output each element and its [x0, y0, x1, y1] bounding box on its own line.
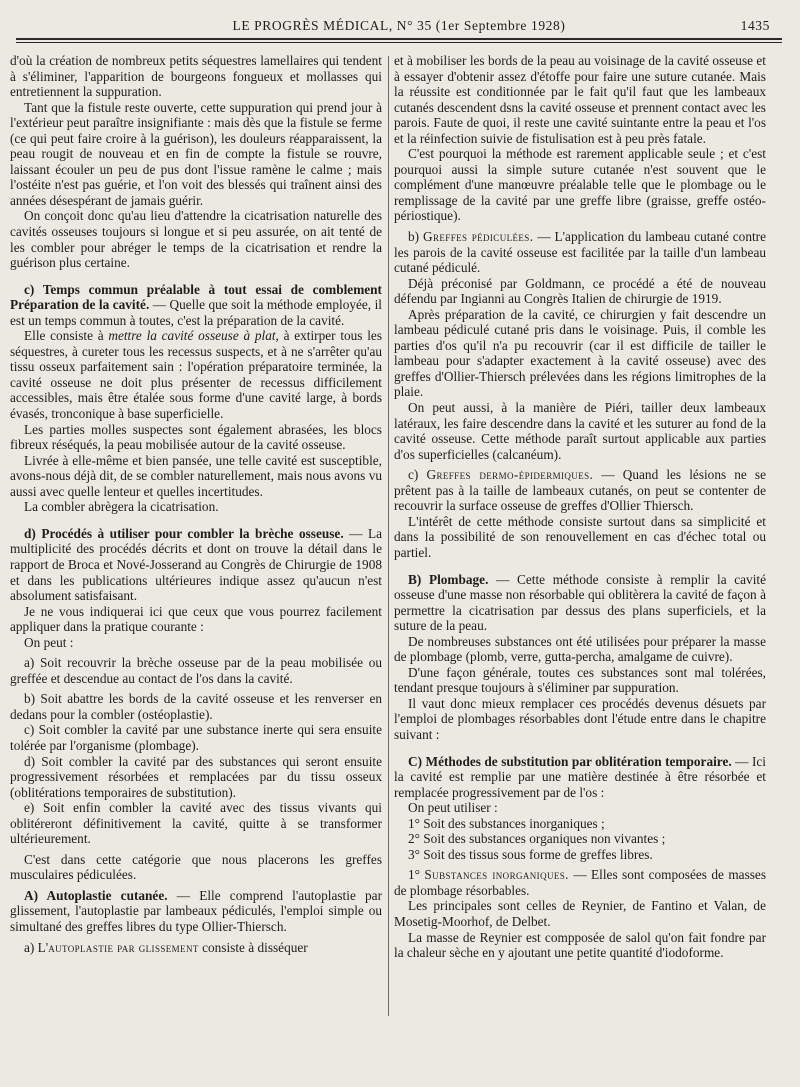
- paragraph: L'intérêt de cette méthode consiste surtout dans sa simplicité et dans la possibilité de son renouvellement en cas d'échec total ou partiel.: [394, 513, 766, 560]
- section-c2-heading: Greffes dermo-épidermiques.: [426, 467, 594, 483]
- list-item: d) Soit combler la cavité par des substances qui seront ensuite progressivement résorbées et remplacées par du tissu osseux (oblitérations temporaires de substitution).: [10, 753, 382, 800]
- section-C-heading: C) Méthodes de substitution par oblitération temporaire.: [408, 753, 732, 769]
- section-a-heading: autoplastie par glissement: [48, 939, 199, 955]
- running-title: LE PROGRÈS MÉDICAL, N° 35 (1er Septembre 1928): [232, 18, 566, 33]
- paragraph: La masse de Reynier est compposée de salol qu'on fait fondre par la chaleur sèche en y ajoutant une petite quantité d'iodoforme.: [394, 929, 766, 961]
- section-B-paragraph: B) Plombage. — Cette méthode consiste à remplir la cavité osseuse d'une masse non résorbable qui oblitèrera la cavité de façon à permettre la cicatrisation par dessus des plans superficiels, et la suture de la peau.: [394, 571, 766, 634]
- section-A-heading: A) Autoplastie cutanée.: [24, 887, 168, 903]
- paragraph: Il vaut donc mieux remplacer ces procédés devenus désuets par l'emploi de plombages résorbables dont l'étude entre dans le chapitre suivant :: [394, 695, 766, 742]
- running-header: [16, 18, 782, 38]
- paragraph: Tant que la fistule reste ouverte, cette suppuration qui prend jour à l'extérieur peut paraître insignifiante : mais dès que la fistule se ferme (ce qui peut faire croire à la guérison), les douleurs réapparaissent, la peau rougit de nouveau et en fin de compte la fistule se rouvre, laissant écouler un peu de pus dont l'issue ramène le calme ; mais l'ostéite n'est pas guérie, et l'on voit des blessés qui traînent ainsi des années désespérant de jamais guérir.: [10, 99, 382, 208]
- list-item: 3° Soit des tissus sous forme de greffes libres.: [408, 846, 653, 862]
- paragraph: On peut utiliser :: [408, 800, 498, 816]
- section-B-heading: B) Plombage.: [408, 571, 489, 587]
- paragraph: On peut :: [24, 634, 74, 650]
- section-c2-paragraph: c) Greffes dermo-épidermiques. — Quand les lésions ne se prêtent pas à la taille de lambeaux cutanés, on peut se contenter de recouvrir la surface osseuse de greffes d'Ollier Thiersch.: [394, 467, 766, 514]
- section-b-heading: Greffes pédiculées.: [422, 229, 534, 245]
- list-item: b) Soit abattre les bords de la cavité osseuse et les renverser en dedans pour la combler (ostéoplastie).: [10, 691, 382, 722]
- paragraph: Elle consiste à mettre la cavité osseuse à plat, à extirper tous les séquestres, à cureter tous les recessus suspects, et à ne s'arrêter qu'au tissu osseux parfaitement sain : l'opération préparatoire terminée, la cavité osseuse ne doit plus présenter de recessus difficilement accessibles, mais être étalée sous forme d'une cavité large, à bords évasés, tronconique à base superficielle.: [10, 328, 382, 422]
- header-rule-thick: [16, 38, 782, 40]
- paragraph: La combler abrègera la cicatrisation.: [24, 499, 219, 515]
- section-a-paragraph: a) L'autoplastie par glissement consiste à disséquer: [24, 939, 308, 955]
- page-number: 1435: [740, 18, 770, 33]
- paragraph: C'est pourquoi la méthode est rarement applicable seule ; et c'est pourquoi aussi la simple suture cutanée n'est souvent que le complément d'une manœuvre préalable telle que le plombage ou le remplissage de la cavité par une greffe libre (graisse, greffe ostéo-périostique).: [394, 146, 766, 224]
- paragraph: De nombreuses substances ont été utilisées pour préparer la masse de plombage (plomb, verre, gutta-percha, amalgame de cuivre).: [394, 633, 766, 665]
- section-b-paragraph: b) Greffes pédiculées. — L'application du lambeau cutané contre les parois de la cavité osseuse est facilitée par la taille d'un lambeau cutané pédiculé.: [394, 229, 766, 276]
- header-rule-thin: [16, 42, 782, 43]
- paragraph: Les parties molles suspectes sont également abrasées, les blocs fibreux réséqués, la peau mobilisée autour de la cavité osseuse.: [10, 421, 382, 453]
- section-c-subheading: Préparation de la cavité.: [10, 297, 150, 313]
- paragraph: Je ne vous indiquerai ici que ceux que vous pourrez facilement appliquer dans la pratique courante :: [10, 603, 382, 635]
- section-c-heading: c) Temps commun préalable à tout essai de comblement: [24, 281, 382, 297]
- paragraph: et à mobiliser les bords de la peau au voisinage de la cavité osseuse et à essayer d'obtenir assez d'étoffe pour faire une suture cutanée. Mais la réussite est conditionnée par le fait qu'il faut que les lambeaux cutanés descendent dsns la cavité osseuse et prennent contact avec les parois. Faute de quoi, il reste une cavité suintante entre la peau et l'os et la réinfection suivie de fistulisation est à peu près fatale.: [394, 53, 766, 146]
- section-d-text: — La multiplicité des procédés décrits et dont on trouve la détail dans le rapport de Broca et Nové-Josserand au Congrès de Chirurgie de 1908 et dans les publications ultérieures indique assez qu'aucun n'est absolument satisfaisant.: [10, 525, 382, 604]
- section-1-heading: Substances inorganiques.: [424, 867, 569, 883]
- paragraph: Déjà préconisé par Goldmann, ce procédé a été de nouveau défendu par Ingianni au Congrès Italien de chirurgie de 1919.: [394, 275, 766, 307]
- section-A-paragraph: A) Autoplastie cutanée. — Elle comprend l'autoplastie par glissement, l'autoplastie par lambeaux pédiculés, l'emploi simple ou simultané des greffes libres du type Ollier-Thiersch.: [10, 887, 382, 934]
- paragraph: d'où la création de nombreux petits séquestres lamellaires qui tendent à s'éliminer, l'apparition de bourgeons fongueux et mollasses qui entretiennent la suppuration.: [10, 53, 382, 100]
- section-c-paragraph: [10, 282, 382, 329]
- section-1-paragraph: 1° Substances inorganiques. — Elles sont composées de masses de plombage résorbables.: [394, 867, 766, 898]
- paragraph: On peut aussi, à la manière de Piéri, tailler deux lambeaux latéraux, les faire descendre dans la cavité et les suturer au fond de la cavité osseuse. Cette méthode paraît surtout applicable aux parties d'os superficielles (calcanéum).: [394, 400, 766, 462]
- list-item: c) Soit combler la cavité par une substance inerte qui sera ensuite tolérée par l'organisme (plombage).: [10, 722, 382, 753]
- emphasis: mettre la cavité osseuse à plat,: [108, 328, 279, 344]
- section-C-paragraph: C) Méthodes de substitution par oblitération temporaire. — Ici la cavité est remplie par une matière destinée à être résorbée et remplacée progressivement par de l'os :: [394, 753, 766, 800]
- paragraph: D'une façon générale, toutes ces substances sont mal tolérées, tendant presque toujours à s'éliminer par suppuration.: [394, 664, 766, 696]
- list-item: 1° Soit des substances inorganiques ;: [408, 815, 605, 831]
- paragraph: Les principales sont celles de Reynier, de Fantino et Valan, de Mosetig-Moorhof, de Delbet.: [394, 898, 766, 929]
- section-d-paragraph: [10, 526, 382, 604]
- column-divider: [388, 56, 389, 1016]
- list-item: a) Soit recouvrir la brèche osseuse par de la peau mobilisée ou greffée et descendue au contact de l'os dans la cavité.: [10, 655, 382, 686]
- left-column: [10, 53, 382, 1073]
- paragraph: Après préparation de la cavité, ce chirurgien y fait descendre un lambeau pédiculé cutané pris dans le voisinage. Puis, il comble les parties d'os qu'il n'a pu recouvrir (car il est difficile de tailler le lambeau pour s'adapter exactement à la cavité osseuse) avec des greffes d'Ollier-Thiersch prélevées dans les régions limitrophes de la plaie.: [394, 306, 766, 400]
- paragraph: On conçoit donc qu'au lieu d'attendre la cicatrisation naturelle des cavités osseuses toujours si longue et si peu assurée, on ait tenté de les combler pour abréger le temps de la cicatrisation et rendre la guérison plus certaine.: [10, 208, 382, 271]
- section-d-heading: d) Procédés à utiliser pour combler la brèche osseuse.: [24, 525, 344, 541]
- right-column: [394, 53, 766, 1073]
- list-item: 2° Soit des substances organiques non vivantes ;: [408, 831, 666, 847]
- paragraph: Livrée à elle-même et bien pansée, une telle cavité est susceptible, avons-nous déjà dit, de se combler naturellement, mais nous avons vu aussi avec quelle lenteur et quelles incertitudes.: [10, 452, 382, 499]
- section-c-text: — Quelle que soit la méthode employée, il est un temps commun à toutes, c'est la préparation de la cavité.: [10, 297, 382, 328]
- list-item: e) Soit enfin combler la cavité avec des tissus vivants qui oblitéreront définitivement la cavité, quitte à se transformer ultérieurement.: [10, 800, 382, 847]
- paragraph: C'est dans cette catégorie que nous placerons les greffes musculaires pédiculées.: [10, 851, 382, 883]
